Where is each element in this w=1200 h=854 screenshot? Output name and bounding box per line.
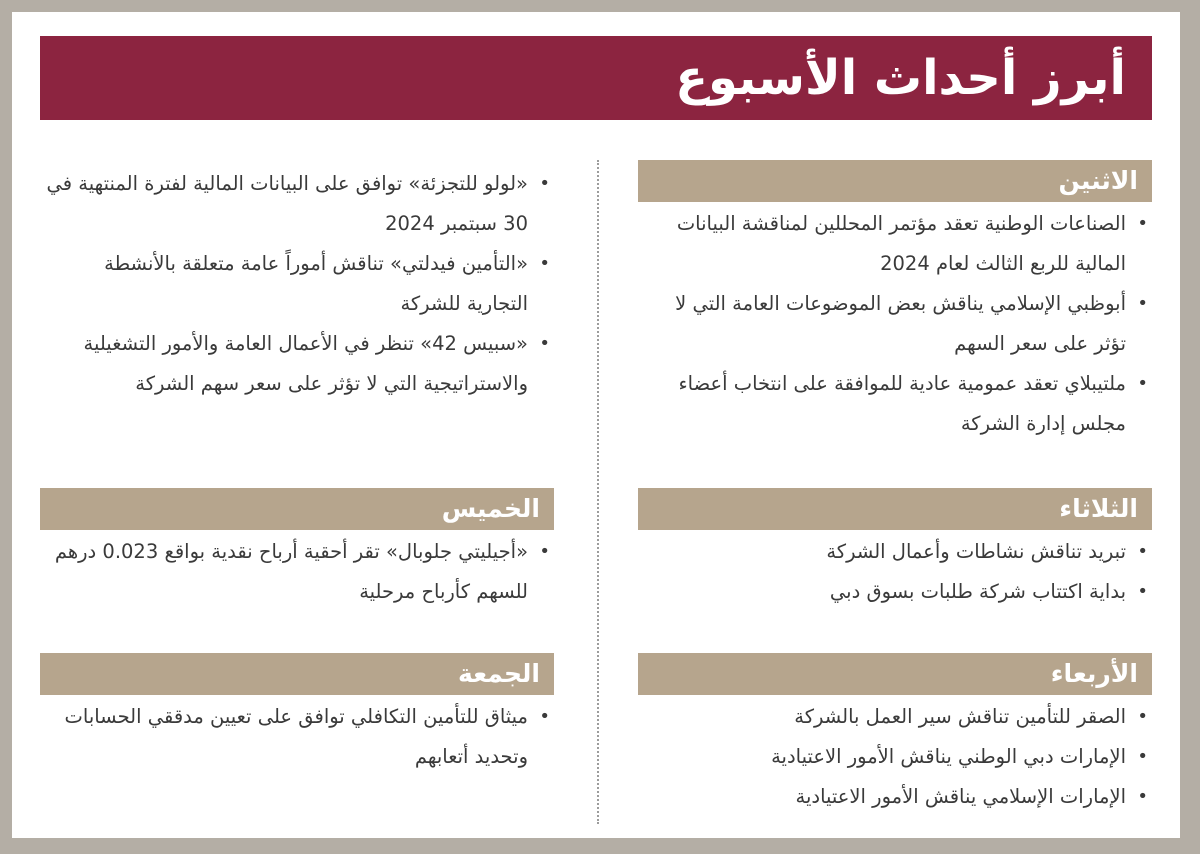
list-item: • «أجيليتي جلوبال» تقر أحقية أرباح نقدية بواقع 0.023 درهم للسهم كأرباح مرحلية xyxy=(40,532,554,612)
list-item: • «لولو للتجزئة» توافق على البيانات المالية لفترة المنتهية في 30 سبتمبر 2024 xyxy=(40,164,554,244)
list-item: • الإمارات دبي الوطني يناقش الأمور الاعتيادية xyxy=(638,737,1152,777)
list-item: • «التأمين فيدلتي» تناقش أموراً عامة متعلقة بالأنشطة التجارية للشركة xyxy=(40,244,554,324)
tuesday-list xyxy=(638,532,1152,612)
list-item: • ملتيبلاي تعقد عمومية عادية للموافقة على انتخاب أعضاء مجلس إدارة الشركة xyxy=(638,364,1152,444)
day-header-thursday xyxy=(40,488,554,530)
day-label-tuesday: الثلاثاء xyxy=(1059,494,1138,523)
day-header-friday xyxy=(40,653,554,695)
wednesday-list xyxy=(638,697,1152,817)
title-banner xyxy=(40,36,1152,120)
column-divider xyxy=(597,160,599,824)
friday-list xyxy=(40,697,554,777)
list-item: • بداية اكتتاب شركة طلبات بسوق دبي xyxy=(638,572,1152,612)
monday-list xyxy=(638,204,1152,444)
list-item: • أبوظبي الإسلامي يناقش بعض الموضوعات العامة التي لا تؤثر على سعر السهم xyxy=(638,284,1152,364)
thursday-list xyxy=(40,532,554,612)
day-label-thursday: الخميس xyxy=(441,494,540,523)
list-item: • تبريد تناقش نشاطات وأعمال الشركة xyxy=(638,532,1152,572)
day-label-wednesday: الأربعاء xyxy=(1050,659,1138,688)
list-item: • الصناعات الوطنية تعقد مؤتمر المحللين لمناقشة البيانات المالية للربع الثالث لعام 2024 xyxy=(638,204,1152,284)
day-header-monday xyxy=(638,160,1152,202)
page-title: أبرز أحداث الأسبوع xyxy=(675,50,1126,106)
day-header-wednesday xyxy=(638,653,1152,695)
monday-continued-list xyxy=(40,164,554,404)
day-header-tuesday xyxy=(638,488,1152,530)
day-label-friday: الجمعة xyxy=(457,659,540,688)
list-item: • ميثاق للتأمين التكافلي توافق على تعيين مدققي الحسابات وتحديد أتعابهم xyxy=(40,697,554,777)
list-item: • الصقر للتأمين تناقش سير العمل بالشركة xyxy=(638,697,1152,737)
list-item: • الإمارات الإسلامي يناقش الأمور الاعتيادية xyxy=(638,777,1152,817)
list-item: • «سبيس 42» تنظر في الأعمال العامة والأمور التشغيلية والاستراتيجية التي لا تؤثر على سعر سهم الشركة xyxy=(40,324,554,404)
day-label-monday: الاثنين xyxy=(1058,166,1138,195)
